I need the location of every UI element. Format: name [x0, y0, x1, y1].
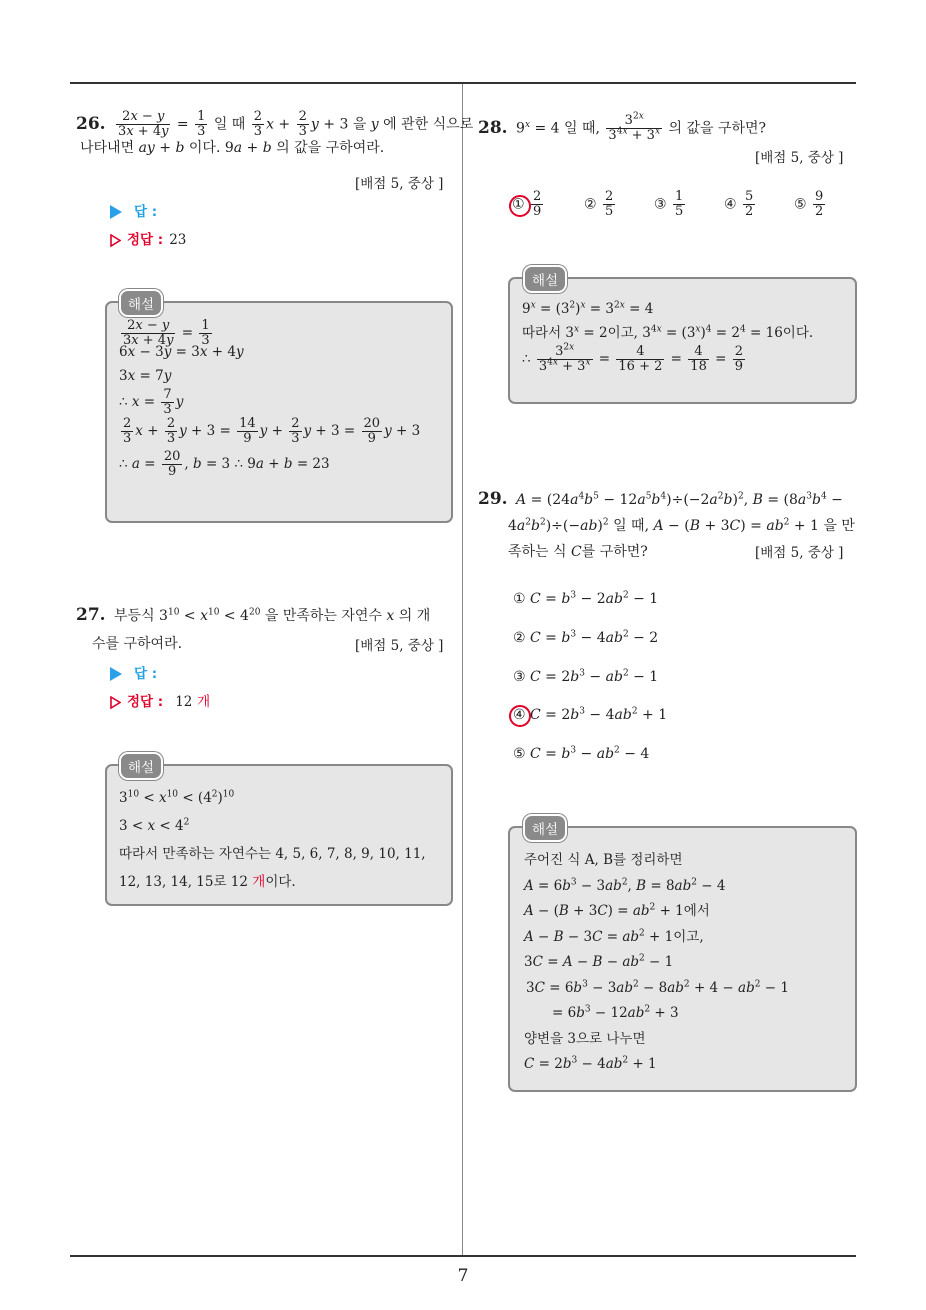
math-fraction: $\frac{14}{9}$	[239, 416, 256, 446]
page-number: 7	[457, 1266, 469, 1286]
score-level: [배점 5, 중상 ]	[355, 176, 444, 192]
solution-box	[508, 826, 857, 1092]
solution-body: 주어진 식 A, B를 정리하면 $A = 6b^3 - 3ab^2$, $B = 8ab^2 - 4$ $A - (B + 3C) = ab^2 + 1$에서 $A - B - 3C = ab^2 + 1$이고, $3C = A - B - ab^2 - 1$ $3C = 6b^3 - 3ab^2 - 8ab^2 + 4 - ab^2 - 1$ = $6b^3 - 12ab^2 + 3$ 양변을 3으로 나누면 $C = 2b^3 - 4ab^2 + 1$	[524, 848, 789, 1078]
choice-marker: ①	[512, 196, 525, 213]
problem-text: 나타내면	[80, 140, 135, 156]
problem-text: 부등식	[114, 608, 155, 624]
math-fraction: $\frac{2}{5}$	[605, 189, 614, 219]
score-level: [배점 5, 중상 ]	[755, 545, 844, 561]
solution-line: 주어진 식 A, B를 정리하면	[524, 852, 683, 868]
math-fraction: $\frac{1}{5}$	[675, 189, 684, 219]
play-triangle-icon	[110, 205, 122, 219]
correct-value: 23	[169, 232, 187, 248]
solution-body: $3^{10} < x^{10} < (4^2)^{10}$ $3 < x < 4^2$ 따라서 만족하는 자연수는 4, 5, 6, 7, 8, 9, 10, 11, 12, 13, 14, 15로 12 개이다.	[119, 789, 426, 890]
highlight-unit: 개	[252, 874, 266, 890]
solution-line: 에서	[683, 903, 710, 919]
math-fraction: $\frac{20}{9}$	[363, 416, 381, 446]
solution-line: 양변을 3으로 나누면	[524, 1030, 646, 1047]
problem-number: 28.	[478, 117, 508, 138]
choice-marker: ③	[654, 196, 667, 213]
math-fraction: $\frac{3^{2x}}{3^{4x} + 3^x}$	[608, 111, 661, 143]
choice-marker: ⑤	[513, 746, 526, 762]
solution-line: 이다.	[782, 325, 814, 341]
problem-text: 을	[352, 116, 367, 133]
solution-line: 이고,	[607, 325, 638, 341]
score-level: [배점 5, 중상 ]	[355, 638, 444, 654]
solution-line: 이다.	[265, 874, 296, 890]
problem-text: 일 때,	[613, 518, 650, 534]
choice-1[interactable]: ① $C = b^3 - 2ab^2 - 1$	[513, 590, 659, 607]
problem-text: 일 때,	[564, 120, 600, 137]
math-fraction: $\frac{2}{9}$	[533, 189, 542, 219]
problem-number: 27.	[76, 605, 106, 625]
correct-label: 정답 :	[127, 232, 164, 248]
choice-marker: ②	[584, 196, 597, 213]
problem-text: 에 관한 식으로	[383, 116, 474, 133]
choice-marker: ⑤	[794, 196, 807, 213]
problem-text: 의 값을 구하여라.	[276, 140, 385, 156]
outline-triangle-icon	[110, 234, 121, 247]
choice-marker: ④	[724, 196, 737, 213]
math-fraction: $\frac{2}{3}$	[123, 416, 132, 446]
problem-text: 을 만	[823, 518, 855, 534]
solution-tag: 해설	[119, 289, 163, 317]
correct-unit: 개	[197, 694, 211, 710]
problem-number: 29.	[478, 489, 508, 509]
problem-text: 수를 구하여라.	[92, 636, 183, 652]
math-fraction: $\frac{2}{3}$	[166, 416, 176, 446]
problem-28: 28. $9^x = 4$ 일 때, $\frac{3^{2x}}{3^{4x} + 3^x}$ 의 값을 구하면?	[478, 111, 767, 143]
math-fraction: $\frac{2}{3}$	[291, 416, 300, 446]
math-fraction: $\frac{2x - y}{3x + 4y}$	[118, 109, 169, 139]
math-fraction: $\frac{5}{2}$	[745, 189, 754, 219]
problem-26: 26. $\frac{2x - y}{3x + 4y}$ = $\frac{1}{3}$ 일 때 $\frac{2}{3}$ x + $\frac{2}{3}$ y + 3 을 y 에 관한 식으로 나타내면 ay + b 이다. 9a + b 의 값을 구하여라.	[76, 109, 474, 156]
solution-line: 이고,	[673, 928, 704, 945]
problem-29: 29. $A = (24a^4b^5 - 12a^5b^4)\div(-2a^2b)^2$, $B = (8a^3b^4$ − $4a^2b^2)\div(-ab)^2$ 일 때, $A - (B + 3C) = ab^2 + 1$ 을 만 족하는 식 C를 구하면?	[478, 489, 855, 560]
math-fraction: $\frac{4}{18}$	[690, 344, 707, 374]
selected-answer-circle-icon	[509, 705, 531, 727]
answer-row	[110, 200, 157, 220]
outline-triangle-icon	[110, 696, 121, 709]
top-rule	[70, 82, 856, 84]
answer-label: 답 :	[134, 666, 158, 682]
problem-text: 족하는 식	[508, 544, 567, 560]
choice-2[interactable]: ② $C = b^3 - 4ab^2 - 2$	[513, 629, 659, 646]
solution-body: $\frac{2x - y}{3x + 4y}$ = $\frac{1}{3}$ 6x − 3y = 3x + 4y 3x = 7y ∴ x = $\frac{7}{3}$ y $\frac{2}{3}$ x + $\frac{2}{3}$ y + 3 = $\frac{14}{9}$ y + $\frac{2}{3}$ y + 3 = $\frac{20}{9}$ y + 3 ∴ a = $\frac{20}{9}$ , b = 3 ∴ 9a + b = 23	[119, 318, 421, 479]
choice-3[interactable]	[654, 190, 687, 219]
solution-box	[105, 764, 453, 906]
problem-text: 를 구하면?	[581, 544, 648, 560]
answer-label: 답 :	[134, 204, 158, 220]
solution-line: 따라서	[522, 325, 562, 341]
math-fraction: $\frac{7}{3}$	[163, 387, 172, 417]
correct-label: 정답 :	[127, 694, 164, 710]
choice-5[interactable]: ⑤ $C = b^3 - ab^2 - 4$	[513, 745, 650, 762]
problem-number: 26.	[76, 113, 106, 134]
correct-answer-row	[110, 690, 210, 710]
math-fraction: $\frac{2}{3}$	[298, 109, 307, 139]
problem-text: 의 값을 구하면?	[668, 120, 767, 137]
math-fraction: $\frac{1}{3}$	[197, 109, 206, 139]
correct-answer-row	[110, 228, 186, 248]
correct-value: 12	[175, 694, 193, 710]
choice-marker: ③	[513, 669, 526, 685]
solution-line: 12, 13, 14, 15로 12	[119, 874, 248, 890]
solution-tag: 해설	[119, 752, 163, 780]
solution-box	[105, 301, 453, 523]
choices-28	[512, 190, 852, 224]
solution-tag: 해설	[523, 265, 567, 293]
choice-4[interactable]	[724, 190, 757, 219]
math-fraction: $\frac{20}{9}$	[163, 449, 181, 479]
column-divider	[462, 84, 463, 1256]
score-level: [배점 5, 중상 ]	[755, 150, 844, 166]
choice-4[interactable]: ④ $C = 2b^3 - 4ab^2 + 1$	[513, 706, 668, 723]
choice-2[interactable]	[584, 190, 617, 219]
math-fraction: $\frac{1}{3}$	[201, 318, 210, 348]
choice-marker: ②	[513, 630, 526, 646]
math-fraction: $\frac{4}{16 + 2}$	[618, 344, 663, 374]
answer-row	[110, 662, 157, 682]
play-triangle-icon	[110, 667, 122, 681]
selected-answer-circle-icon	[509, 195, 531, 217]
choice-5[interactable]	[794, 190, 827, 219]
choice-3[interactable]: ③ $C = 2b^3 - ab^2 - 1$	[513, 668, 659, 685]
math-fraction: $\frac{2x - y}{3x + 4y}$	[123, 318, 174, 348]
problem-27: 27. 부등식 $3^{10} < x^{10} < 4^{20}$ 을 만족하는 자연수 x 의 개 수를 구하여라.	[76, 605, 431, 652]
solution-box	[508, 277, 857, 404]
math-fraction: $\frac{2}{3}$	[253, 109, 263, 139]
solution-line: 따라서 만족하는 자연수는 4, 5, 6, 7, 8, 9, 10, 11,	[119, 846, 426, 862]
problem-text: 을 만족하는 자연수	[264, 608, 382, 624]
math-fraction: $\frac{2}{9}$	[734, 344, 744, 374]
choice-marker: ①	[513, 591, 526, 607]
solution-tag: 해설	[523, 814, 567, 842]
problem-text: 의 개	[398, 608, 431, 624]
choice-marker: ④	[513, 707, 526, 723]
problem-text: 일 때	[213, 116, 246, 133]
solution-body: $9^x = (3^2)^x = 3^{2x} = 4$ 따라서 $3^x = 2$이고, $3^{4x} = (3^x)^4 = 2^4 = 16$이다. ∴ $\frac{3^{2x}}{3^{4x} + 3^x}$ = $\frac{4}{16 + 2}$ = $\frac{4}{18}$ = $\frac{2}{9}$	[522, 300, 814, 374]
math-fraction: $\frac{3^{2x}}{3^{4x} + 3^x}$	[538, 342, 591, 374]
problem-text: 이다.	[188, 140, 221, 156]
math-fraction: $\frac{9}{2}$	[815, 189, 824, 219]
bottom-rule	[70, 1255, 856, 1257]
